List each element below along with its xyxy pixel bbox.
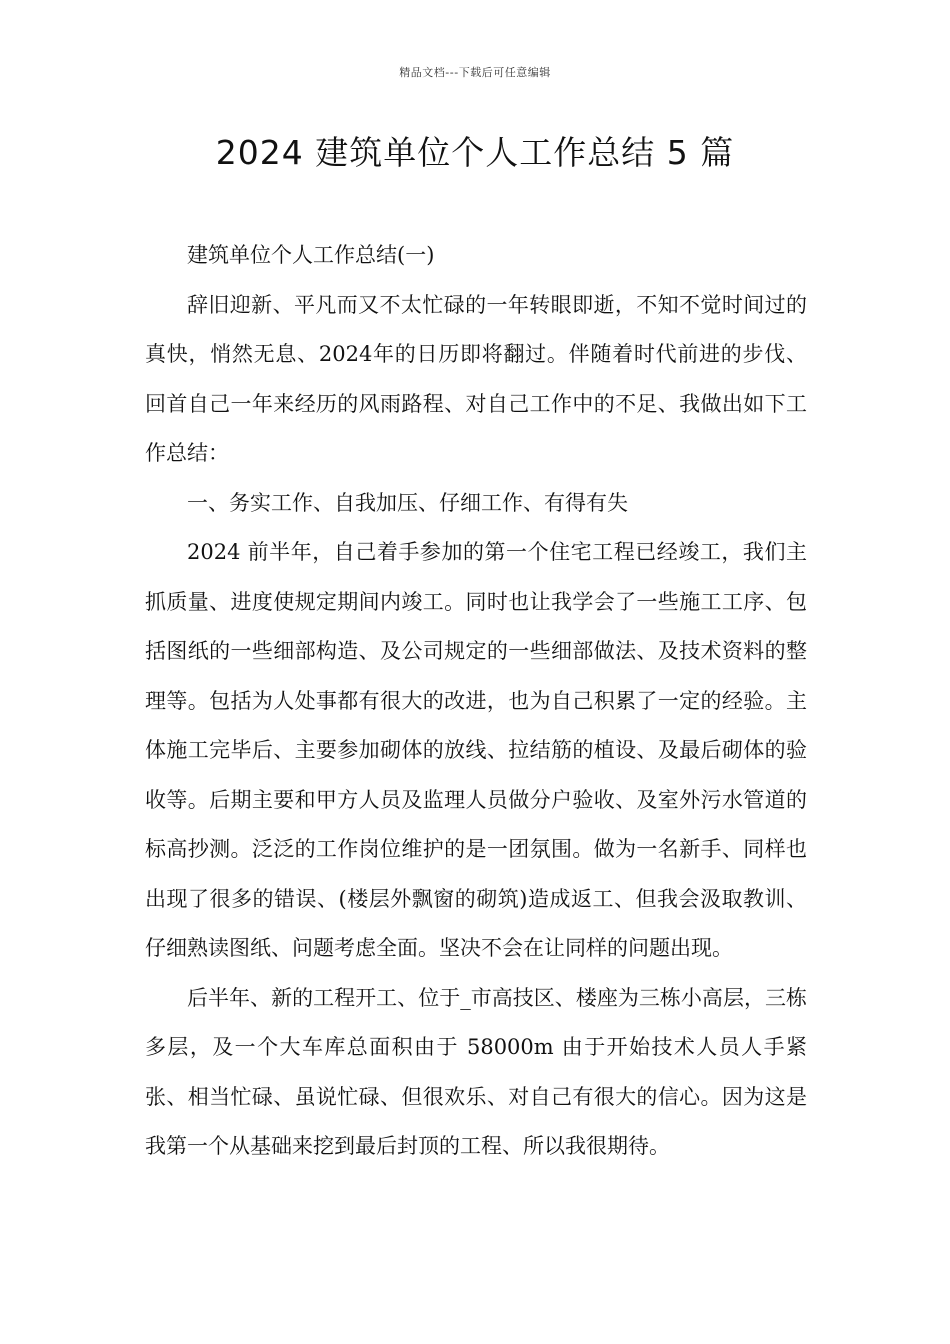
body-paragraph: 后半年、新的工程开工、位于_市高技区、楼座为三栋小高层，三栋多层，及一个大车库总面积由于 58000m 由于开始技术人员人手紧张、相当忙碌、虽说忙碌、但很欢乐、对自己有很大的信心。因为这是我第一个从基础来挖到最后封顶的工程、所以我很期待。 <box>145 985 807 1158</box>
section-heading: 建筑单位个人工作总结(一) <box>187 243 435 267</box>
body-paragraph: 辞旧迎新、平凡而又不太忙碌的一年转眼即逝，不知不觉时间过的真快，悄然无息、2024年的日历即将翻过。伴随着时代前进的步伐、回首自己一年来经历的风雨路程、对自己工作中的不足、我做出如下工作总结： <box>145 292 807 465</box>
document-title: 2024 建筑单位个人工作总结 5 篇 <box>215 133 735 172</box>
document-body <box>145 231 807 1172</box>
page-header-note: 精品文档---下载后可任意编辑 <box>399 66 551 79</box>
body-paragraph: 2024 前半年，自己着手参加的第一个住宅工程已经竣工，我们主抓质量、进度使规定期间内竣工。同时也让我学会了一些施工工序、包括图纸的一些细部构造、及公司规定的一些细部做法、及技术资料的整理等。包括为人处事都有很大的改进，也为自己积累了一定的经验。主体施工完毕后、主要参加砌体的放线、拉结筋的植设、及最后砌体的验收等。后期主要和甲方人员及监理人员做分户验收、及室外污水管道的标高抄测。泛泛的工作岗位维护的是一团氛围。做为一名新手、同样也出现了很多的错误、(楼层外飘窗的砌筑)造成返工、但我会汲取教训、仔细熟读图纸、问题考虑全面。坚决不会在让同样的问题出现。 <box>145 540 807 960</box>
subsection-heading: 一、务实工作、自我加压、仔细工作、有得有失 <box>187 490 628 515</box>
